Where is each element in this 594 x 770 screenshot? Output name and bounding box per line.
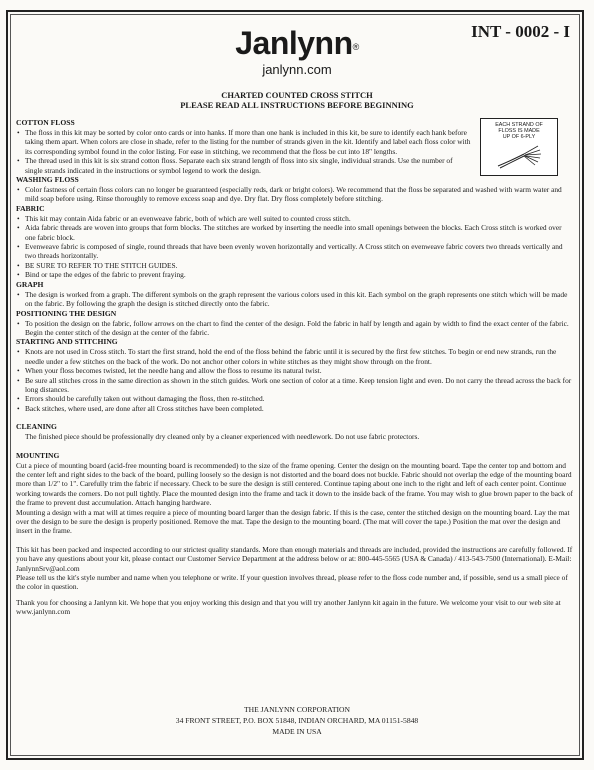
instructions-body (16, 118, 574, 617)
thanks-text: Thank you for choosing a Janlynn kit. We hope that you enjoy working this design and that you will try another Janlynn kit again in the future. We welcome your visit to our web site at www.janlynn.com (16, 597, 561, 617)
list-item: • To position the design on the fabric, follow arrows on the chart to find the center of the design. Fold the fabric in half by length and again by width to find the exact center of the fabric. Begin the center stitch of the design at the center of the fabric. (16, 319, 574, 338)
heading-washing-floss: WASHING FLOSS (16, 175, 79, 185)
heading-positioning: POSITIONING THE DESIGN (16, 308, 117, 318)
graph-list (16, 290, 574, 309)
heading-graph: GRAPH (16, 279, 44, 289)
list-item: • The design is worked from a graph. The different symbols on the graph represent the various colors used in this kit. Each symbol on the graph represents one stitch which will be made on the fabric. By following the graph the design is stitched directly onto the fabric. (16, 290, 574, 309)
heading-cleaning: CLEANING (16, 422, 57, 432)
list-item: • When your floss becomes twisted, let the needle hang and allow the floss to resume its natural twist. (16, 366, 574, 375)
positioning-list (16, 319, 574, 338)
footer-address: 34 FRONT STREET, P.O. BOX 51848, INDIAN ORCHARD, MA 01151-5848 (175, 716, 419, 725)
list-item: • Color fastness of certain floss colors can no longer be guaranteed (especially reds, dark or bright colors). We recommend that the floss be separated and washed with warm water and mild soap before using. Rinse thoroughly to remove excess soap and dye. Dry flat. Dry floss completely before stitching. (16, 185, 574, 204)
footer-company: THE JANLYNN CORPORATION (244, 705, 350, 714)
registered-mark: ® (352, 42, 359, 52)
list-item: • BE SURE TO REFER TO THE STITCH GUIDES. (16, 261, 574, 270)
heading-cotton-floss: COTTON FLOSS (16, 118, 75, 127)
list-item: • Aida fabric threads are woven into groups that form blocks. The stitches are worked by inserting the needle into small openings between the blocks. Each Cross stitch is worked over one fabric block. (16, 223, 574, 242)
list-item: • The floss in this kit may be sorted by color onto cards or into hanks. If more than one hank is included in this kit, be sure to identify each hank before taking them apart. When colors are close in shade, refer to the listing for the number of strands given in the kit. Identify and label each floss color with its corresponding symbol found in the color listing. For ease in stitching, we recommend that the floss be cut into 18" lengths. (16, 128, 471, 156)
floss-box-line-3: UP OF 6-PLY (502, 134, 536, 140)
fabric-list (16, 214, 574, 280)
title-line-1: CHARTED COUNTED CROSS STITCH (221, 90, 373, 100)
list-item: • Evenweave fabric is composed of single, round threads that have been evenly woven horizontally and vertically. A Cross stitch on evenweave fabric covers two threads vertically and two threads horizontally. (16, 242, 574, 261)
floss-box-line-1: EACH STRAND OF (495, 122, 543, 128)
list-item: • Back stitches, where used, are done after all Cross stitches have been completed. (16, 404, 574, 413)
list-item: • Knots are not used in Cross stitch. To start the first strand, hold the end of the floss behind the fabric until it is secured by the first few stitches. To begin or end new strands, run the needle under a few stitches on the back of the work. Do not anchor other colors in white stitches as they might show through on the front. (16, 347, 574, 366)
floss-box-line-2: FLOSS IS MADE (498, 128, 540, 134)
inspection-text-1: This kit has been packed and inspected according to our strictest quality standards. More than enough materials and threads are included, provided the instructions are carefully followed. If you have any questions about your kit, please contact our Customer Service Department at the address below or at: 800-445-5565 (USA & Canada) / 413-543-7500 (International). E-Mail: JanlynnSrv@aol.com (16, 544, 573, 573)
brand-name: Janlynn (235, 25, 353, 61)
footer-made-in: MADE IN USA (272, 727, 322, 736)
list-item: • Bind or tape the edges of the fabric to prevent fraying. (16, 270, 574, 279)
cotton-floss-list (16, 128, 471, 175)
washing-floss-list (16, 185, 574, 204)
document-code: INT - 0002 - I (471, 22, 570, 41)
mounting-text-1: Cut a piece of mounting board (acid-free mounting board is recommended) to the size of the frame opening. Center the design on the mounting board. Tape the center top and bottom and the center left and right sides to the back of the board, pulling loosely so the design is not distorted and the board does not buckle. Fabric should not overlap the edge of the mounting board more than 1/2" to 1". Carefully trim the fabric if necessary. Check to be sure the design is still centered. Continue taping about one inch to the right and left of each center point. Continue working towards the corners. Do not pull tightly. Place the mounted design into the frame and tack it down to the inside back of the frame. You may wish to glue brown paper to the back of the frame to prevent dust accumulation. Attach hanging hardware. (16, 460, 573, 508)
list-item: • This kit may contain Aida fabric or an evenweave fabric, both of which are well suited to counted cross stitch. (16, 214, 574, 223)
inspection-text-2: Please tell us the kit's style number and name when you telephone or write. If your question involves thread, please refer to the floss code number and, if possible, send us a small piece of the color in question. (16, 573, 568, 592)
starting-list (16, 347, 574, 413)
heading-mounting: MOUNTING (16, 450, 60, 460)
heading-starting: STARTING AND STITCHING (16, 337, 118, 347)
list-item: • Be sure all stitches cross in the same direction as shown in the stitch guides. Work one section of color at a time. Keep tension light and even. Do not carry the thread across the back for long distances. (16, 376, 574, 395)
list-item: • The thread used in this kit is six strand cotton floss. Separate each six strand length of floss into six single, individual strands. Use the number of single strands indicated in the instructions or symbol legend to work the design. (16, 156, 471, 175)
cleaning-text: The finished piece should be professionally dry cleaned only by a cleaner experienced with needlework. Do not use fabric protectors. (25, 432, 420, 442)
heading-fabric: FABRIC (16, 203, 45, 213)
list-item: • Errors should be carefully taken out without damaging the floss, then re-stitched. (16, 394, 574, 403)
mounting-text-2: Mounting a design with a mat will at times require a piece of mounting board larger than the design fabric. If this is the case, center the stitched design on the mounting board. Lay the mat over the design to be sure the design is properly positioned. Remove the mat. Tape the design to the mounting board. (The mat will cover the tape.) Position the mat over the design and insert in the frame. (16, 507, 570, 536)
brand-website: janlynn.com (262, 62, 332, 77)
title-line-2: PLEASE READ ALL INSTRUCTIONS BEFORE BEGINNING (180, 100, 414, 110)
